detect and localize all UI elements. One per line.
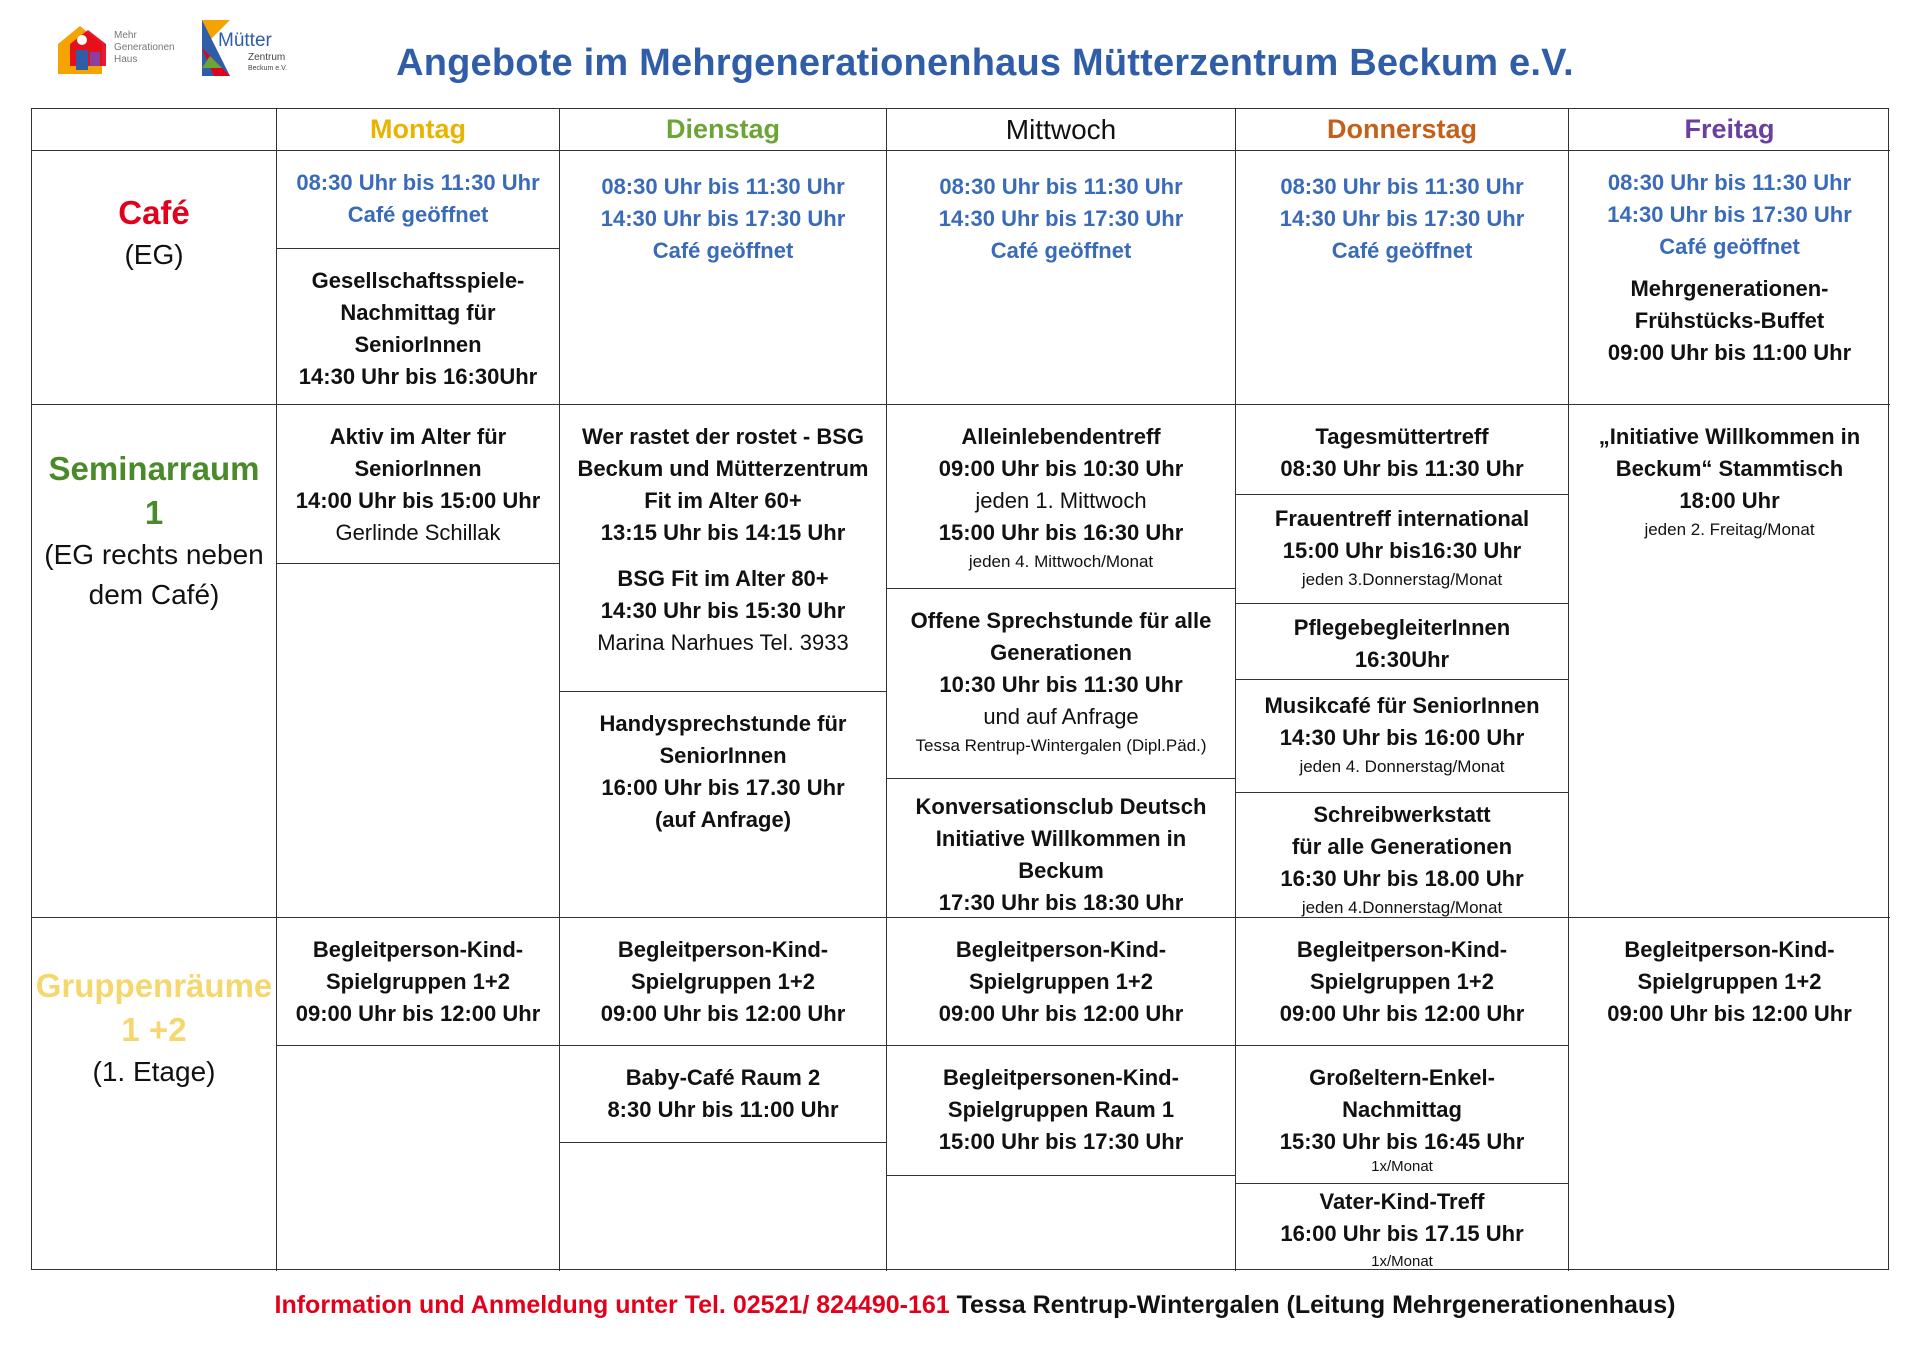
event-grosseltern-enkel: Großeltern-Enkel- Nachmittag 15:30 Uhr bis 16:45 Uhr 1x/Monat — [1236, 1046, 1568, 1184]
seminar-mittwoch — [887, 405, 1236, 918]
event-offene-sprechstunde: Offene Sprechstunde für alle Generationen 10:30 Uhr bis 11:30 Uhr und auf Anfrage Tessa Rentrup-Wintergalen (Dipl.Päd.) — [887, 589, 1235, 779]
cafe-dienstag — [560, 151, 887, 405]
event-spielgruppen-raum1: Begleitpersonen-Kind- Spielgruppen Raum 1 15:00 Uhr bis 17:30 Uhr — [887, 1046, 1235, 1176]
room-sub: (1. Etage) — [92, 1056, 216, 1087]
footer-contact: Tessa Rentrup-Wintergalen (Leitung Mehrgenerationenhaus) — [949, 1291, 1676, 1319]
room-seminarraum — [32, 405, 277, 918]
svg-text:Haus: Haus — [114, 54, 138, 65]
cafe-donnerstag — [1236, 151, 1569, 405]
day-header-mittwoch: Mittwoch — [887, 109, 1236, 151]
svg-text:Mütter: Mütter — [218, 30, 272, 51]
event-spielgruppen: Begleitperson-Kind- Spielgruppen 1+2 09:00 Uhr bis 12:00 Uhr — [1607, 937, 1852, 1026]
day-header-dienstag: Dienstag — [560, 109, 887, 151]
cafe-montag — [277, 151, 560, 405]
event-baby-cafe: Baby-Café Raum 2 8:30 Uhr bis 11:00 Uhr — [560, 1046, 886, 1143]
svg-text:Beckum e.V.: Beckum e.V. — [248, 65, 288, 72]
cafe-hours: 08:30 Uhr bis 11:30 Uhr 14:30 Uhr bis 17:30 Uhr Café geöffnet — [1279, 174, 1525, 263]
event-alleinlebendentreff: Alleinlebendentreff 09:00 Uhr bis 10:30 Uhr jeden 1. Mittwoch 15:00 Uhr bis 16:30 Uhr jeden 4. Mittwoch/Monat — [887, 405, 1235, 589]
cafe-hours: 08:30 Uhr bis 11:30 Uhr 14:30 Uhr bis 17:30 Uhr Café geöffnet — [600, 174, 846, 263]
gruppen-dienstag — [560, 918, 887, 1271]
footer-phone: Information und Anmeldung unter Tel. 02521/ 824490-161 — [274, 1291, 950, 1319]
event-spielgruppen: Begleitperson-Kind- Spielgruppen 1+2 09:00 Uhr bis 12:00 Uhr — [1236, 918, 1568, 1046]
event-fruehstuecks-buffet: Mehrgenerationen- Frühstücks-Buffet 09:00 Uhr bis 11:00 Uhr — [1607, 276, 1852, 365]
cafe-mittwoch — [887, 151, 1236, 405]
room-name: Café — [118, 194, 190, 231]
svg-text:Generationen: Generationen — [114, 42, 175, 53]
event-gesellschaftsspiele: Gesellschaftsspiele- Nachmittag für SeniorInnen 14:30 Uhr bis 16:30Uhr — [298, 268, 538, 389]
event-bsg-fit-im-alter: Wer rastet der rostet - BSG Beckum und Mütterzentrum Fit im Alter 60+ 13:15 Uhr bis 14:15 Uhr BSG Fit im Alter 80+ 14:30 Uhr bis 15:30 Uhr Marina Narhues Tel. 3933 — [560, 405, 886, 692]
cafe-hours: 08:30 Uhr bis 11:30 Uhr 14:30 Uhr bis 17:30 Uhr Café geöffnet — [1607, 170, 1852, 259]
day-header-donnerstag: Donnerstag — [1236, 109, 1569, 151]
schedule-table — [31, 108, 1889, 1270]
seminar-montag — [277, 405, 560, 918]
gruppen-donnerstag — [1236, 918, 1569, 1271]
event-aktiv-im-alter: Aktiv im Alter für SeniorInnen 14:00 Uhr bis 15:00 Uhr Gerlinde Schillak — [277, 405, 559, 564]
room-gruppenraeume — [32, 918, 277, 1271]
page-title: Angebote im Mehrgenerationenhaus Mütterzentrum Beckum e.V. — [396, 42, 1574, 84]
room-cafe — [32, 151, 277, 405]
seminar-dienstag — [560, 405, 887, 918]
day-header-freitag: Freitag — [1569, 109, 1890, 151]
event-spielgruppen: Begleitperson-Kind- Spielgruppen 1+2 09:00 Uhr bis 12:00 Uhr — [560, 918, 886, 1046]
event-willkommen-stammtisch: „Initiative Willkommen in Beckum“ Stammtisch 18:00 Uhr jeden 2. Freitag/Monat — [1598, 424, 1861, 539]
footer-info — [0, 1291, 1920, 1320]
svg-text:Zentrum: Zentrum — [248, 52, 286, 63]
day-header-montag: Montag — [277, 109, 560, 151]
gruppen-mittwoch — [887, 918, 1236, 1271]
event-konversationsclub: Konversationsclub Deutsch Initiative Willkommen in Beckum 17:30 Uhr bis 18:30 Uhr — [915, 794, 1207, 915]
room-name: Gruppenräume 1 +2 — [35, 967, 273, 1048]
seminar-freitag — [1569, 405, 1890, 918]
seminar-donnerstag — [1236, 405, 1569, 918]
event-tagesmuettertreff: Tagesmüttertreff 08:30 Uhr bis 11:30 Uhr — [1236, 405, 1568, 495]
room-sub: (EG rechts neben dem Café) — [44, 539, 264, 610]
event-schreibwerkstatt: Schreibwerkstatt für alle Generationen 16:30 Uhr bis 18.00 Uhr jeden 4.Donnerstag/Monat — [1280, 802, 1524, 917]
event-musikcafe: Musikcafé für SeniorInnen 14:30 Uhr bis 16:00 Uhr jeden 4. Donnerstag/Monat — [1236, 680, 1568, 793]
gruppen-freitag — [1569, 918, 1890, 1271]
event-spielgruppen: Begleitperson-Kind- Spielgruppen 1+2 09:00 Uhr bis 12:00 Uhr — [887, 918, 1235, 1046]
room-name: Seminarraum 1 — [48, 450, 260, 531]
event-pflegebegleiter: PflegebegleiterInnen 16:30Uhr — [1236, 604, 1568, 680]
event-frauentreff: Frauentreff international 15:00 Uhr bis16:30 Uhr jeden 3.Donnerstag/Monat — [1236, 495, 1568, 604]
event-vater-kind-treff: Vater-Kind-Treff 16:00 Uhr bis 17.15 Uhr 1x/Monat — [1280, 1189, 1524, 1270]
cafe-freitag — [1569, 151, 1890, 405]
event-spielgruppen: Begleitperson-Kind- Spielgruppen 1+2 09:00 Uhr bis 12:00 Uhr — [277, 918, 559, 1046]
corner-cell — [32, 109, 277, 151]
cafe-hours: 08:30 Uhr bis 11:30 Uhr 14:30 Uhr bis 17:30 Uhr Café geöffnet — [938, 174, 1184, 263]
event-handysprechstunde: Handysprechstunde für SeniorInnen 16:00 Uhr bis 17.30 Uhr (auf Anfrage) — [599, 711, 847, 832]
svg-text:Mehr: Mehr — [114, 30, 137, 41]
cafe-hours: 08:30 Uhr bis 11:30 Uhr Café geöffnet — [277, 151, 559, 249]
gruppen-montag — [277, 918, 560, 1271]
room-sub: (EG) — [124, 239, 184, 270]
